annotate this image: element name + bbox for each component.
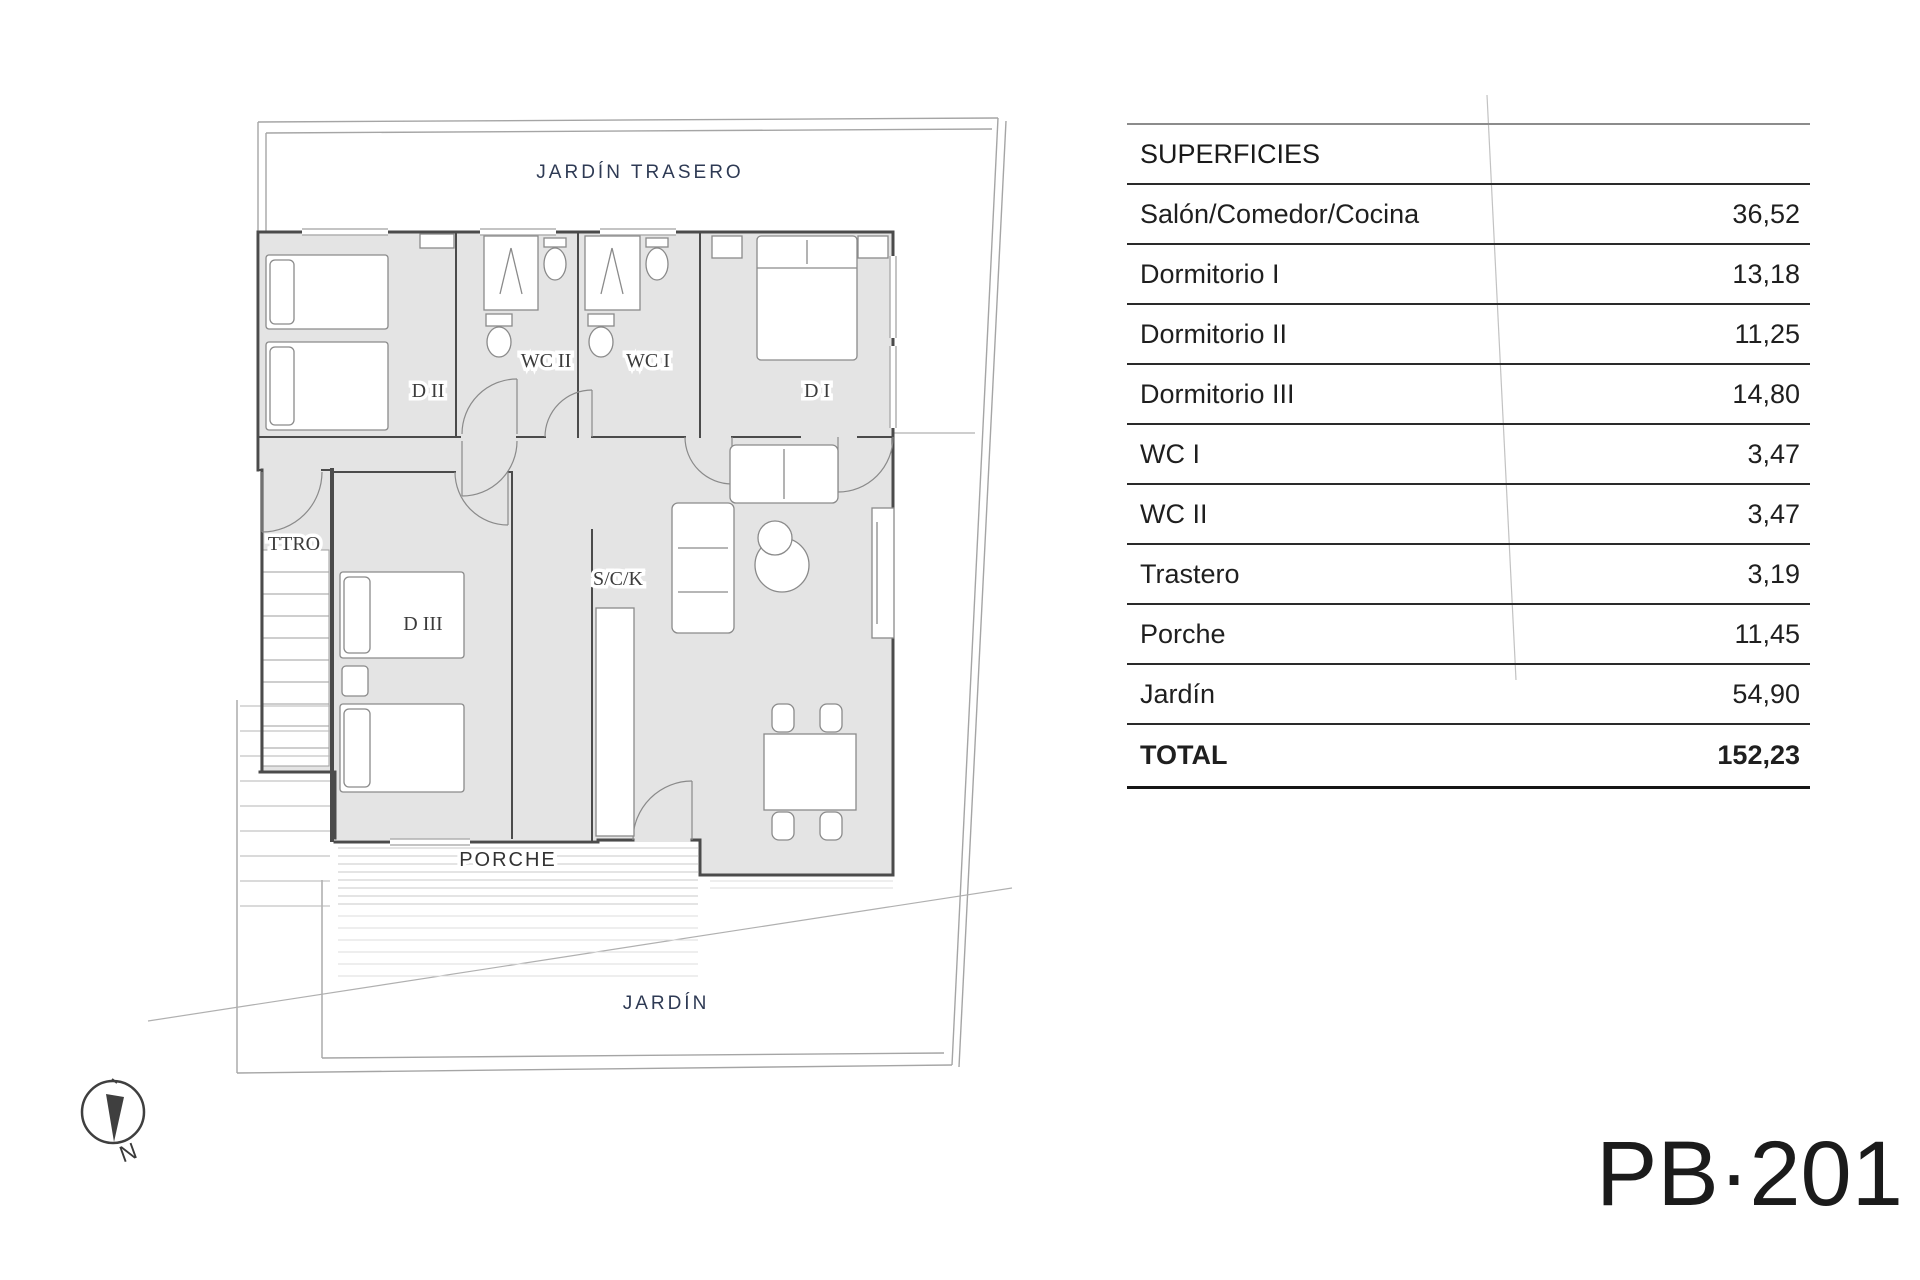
surface-row — [1127, 425, 1810, 485]
surface-row-label: Salón/Comedor/Cocina — [1140, 198, 1420, 229]
room-label-d2: D II — [411, 380, 445, 402]
surface-row-label: Porche — [1140, 618, 1226, 649]
garden-back-label: JARDÍN TRASERO — [536, 162, 744, 183]
shower-icon — [484, 236, 538, 310]
surface-row-label: Dormitorio I — [1140, 258, 1280, 289]
surface-row — [1127, 365, 1810, 425]
surface-row — [1127, 665, 1810, 725]
surface-table — [1127, 123, 1810, 789]
surface-row-value: 3,19 — [1747, 558, 1800, 589]
room-label-wc2: WC II — [520, 350, 572, 372]
room-label-wc1: WC I — [626, 350, 670, 372]
toilet-icon — [486, 314, 512, 357]
room-label-d1: D I — [803, 380, 831, 402]
tv-unit-icon — [872, 508, 894, 638]
surface-row-value: 11,45 — [1734, 618, 1800, 649]
plan-code: PB·201 — [1596, 1123, 1903, 1225]
surface-table-total-row — [1127, 725, 1810, 789]
surface-row-value: 36,52 — [1732, 198, 1800, 229]
surface-row-value: 14,80 — [1732, 378, 1800, 409]
compass-n-label: N — [115, 1137, 141, 1168]
bed-icon — [340, 704, 464, 792]
surface-row-label: WC I — [1140, 438, 1200, 469]
surface-row — [1127, 545, 1810, 605]
toilet-icon — [588, 314, 614, 357]
surface-row-label: Trastero — [1140, 558, 1240, 589]
surface-row — [1127, 605, 1810, 665]
room-label-ttro: TTRO — [267, 533, 321, 555]
garden-walkway-lines — [338, 881, 893, 976]
surface-row-value: 11,25 — [1734, 318, 1800, 349]
surface-row-label: WC II — [1140, 498, 1208, 529]
surface-row-label: Dormitorio II — [1140, 318, 1288, 349]
surface-row-value: 3,47 — [1747, 438, 1800, 469]
surface-row — [1127, 245, 1810, 305]
porch-label: PORCHE — [459, 849, 557, 871]
bed-icon — [340, 572, 464, 658]
surface-row-label: Dormitorio III — [1140, 378, 1295, 409]
shelf-icon — [420, 234, 454, 248]
shower-icon — [585, 236, 640, 310]
surface-row-value: 3,47 — [1747, 498, 1800, 529]
compass — [82, 1079, 144, 1167]
nightstand-icon — [342, 666, 368, 696]
north-arrow-icon — [106, 1094, 124, 1142]
room-label-sck: S/C/K — [592, 568, 644, 590]
trastero-stairs — [263, 550, 329, 766]
bed-icon — [266, 342, 388, 430]
surface-row-value: 13,18 — [1732, 258, 1800, 289]
surface-row-value: 54,90 — [1732, 678, 1800, 709]
surface-table-rows — [1127, 185, 1810, 725]
garden-front-label: JARDÍN — [622, 993, 710, 1014]
kitchen-counter — [596, 608, 634, 836]
bed-icon — [266, 255, 388, 329]
surface-table-title: SUPERFICIES — [1127, 123, 1810, 185]
surface-row — [1127, 485, 1810, 545]
surface-row-label: Jardín — [1140, 678, 1216, 709]
sink-icon — [646, 238, 668, 280]
surface-row — [1127, 305, 1810, 365]
total-value: 152,23 — [1717, 740, 1800, 770]
surface-row — [1127, 185, 1810, 245]
room-label-d3: D III — [403, 613, 443, 635]
sink-icon — [544, 238, 566, 280]
total-label: TOTAL — [1140, 740, 1228, 770]
